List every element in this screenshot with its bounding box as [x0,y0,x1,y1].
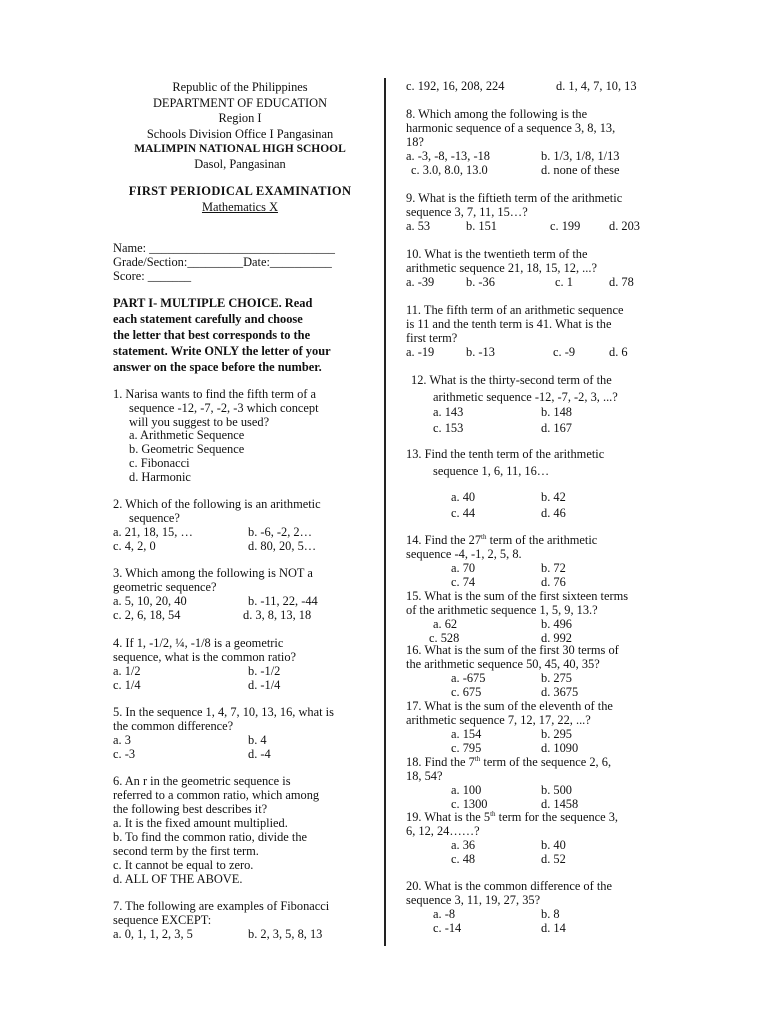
q1-option: d. Harmonic [129,470,191,484]
q10-stem: 10. What is the twentieth term of the [406,247,588,261]
q18-stem: 18. Find the 7th term of the sequence 2, 6, [406,754,612,769]
q13-stem: sequence 1, 6, 11, 16… [433,464,550,478]
q4-option-b: b. -1/2 [248,664,281,678]
q2-option-a: a. 21, 18, 15, … [113,525,193,539]
q9-stem: sequence 3, 7, 11, 15…? [406,205,528,219]
q11-stem: is 11 and the tenth term is 41. What is the [406,317,612,331]
q9-option-b: b. 151 [466,219,497,233]
q7-option-c: c. 192, 16, 208, 224 [406,79,505,93]
q2-stem: 2. Which of the following is an arithmetic [113,497,321,511]
q13-option-d: d. 46 [541,506,566,520]
q19-option-a: a. 36 [451,838,476,852]
q15-stem: of the arithmetic sequence 1, 5, 9, 13.? [406,603,598,617]
q7-option-a: a. 0, 1, 1, 2, 3, 5 [113,927,193,941]
q16-option-c: c. 675 [451,685,482,699]
q4-stem: sequence, what is the common ratio? [113,650,297,664]
q10-stem: arithmetic sequence 21, 18, 15, 12, ...? [406,261,597,275]
q8-option-b: b. 1/3, 1/8, 1/13 [541,149,620,163]
q20-option-b: b. 8 [541,907,560,921]
q20-stem: sequence 3, 11, 19, 27, 35? [406,893,541,907]
q14-option-c: c. 74 [451,575,476,589]
q12-option-c: c. 153 [433,421,464,435]
q9-option-a: a. 53 [406,219,431,233]
q16-option-a: a. -675 [451,671,486,685]
q17-option-d: d. 1090 [541,741,579,755]
column-divider [384,78,386,946]
q1-option: b. Geometric Sequence [129,442,245,456]
instructions-line: answer on the space before the number. [113,360,322,374]
q3-stem: 3. Which among the following is NOT a [113,566,313,580]
q11-option-a: a. -19 [406,345,435,359]
q15-option-c: c. 528 [429,631,460,645]
score-field[interactable]: Score: _______ [113,269,192,283]
q4-option-d: d. -1/4 [248,678,281,692]
q1-option: c. Fibonacci [129,456,190,470]
q15-option-d: d. 992 [541,631,572,645]
q5-stem: the common difference? [113,719,234,733]
q5-option-b: b. 4 [248,733,267,747]
q6-stem: referred to a common ratio, which among [113,788,320,802]
q4-option-c: c. 1/4 [113,678,141,692]
q7-option-d: d. 1, 4, 7, 10, 13 [556,79,637,93]
q5-option-c: c. -3 [113,747,136,761]
q17-stem: arithmetic sequence 7, 12, 17, 22, ...? [406,713,591,727]
q4-option-a: a. 1/2 [113,664,141,678]
name-field[interactable]: Name: ______________________________ [113,241,335,255]
q3-option-a: a. 5, 10, 20, 40 [113,594,187,608]
q8-stem: 8. Which among the following is the [406,107,588,121]
q15-stem: 15. What is the sum of the first sixteen terms [406,589,629,603]
header-division: Schools Division Office I Pangasinan [146,127,334,141]
header-deped: DEPARTMENT OF EDUCATION [152,96,328,110]
q17-stem: 17. What is the sum of the eleventh of the [406,699,613,713]
q7-option-b: b. 2, 3, 5, 8, 13 [248,927,323,941]
instructions-line: each statement carefully and choose [113,312,303,326]
q13-option-b: b. 42 [541,490,566,504]
q5-stem: 5. In the sequence 1, 4, 7, 10, 13, 16, what is [113,705,334,719]
q12-stem: 12. What is the thirty-second term of the [411,373,612,387]
q20-stem: 20. What is the common difference of the [406,879,612,893]
instructions-line: PART I- MULTIPLE CHOICE. Read [113,296,313,310]
q18-stem: 18, 54? [406,769,443,783]
header-republic: Republic of the Philippines [172,80,308,94]
q1-option: a. Arithmetic Sequence [129,428,245,442]
q8-option-c: c. 3.0, 8.0, 13.0 [411,163,488,177]
q14-option-b: b. 72 [541,561,566,575]
grade-date-field[interactable]: Grade/Section:_________Date:__________ [113,255,332,269]
q6-option: second term by the first term. [113,844,259,858]
q18-option-d: d. 1458 [541,797,579,811]
q19-option-c: c. 48 [451,852,476,866]
q4-stem: 4. If 1, -1/2, ¼, -1/8 is a geometric [113,636,284,650]
q9-option-c: c. 199 [550,219,581,233]
q15-option-a: a. 62 [433,617,458,631]
instructions-line: statement. Write ONLY the letter of your [113,344,331,358]
q19-option-b: b. 40 [541,838,566,852]
q17-option-b: b. 295 [541,727,572,741]
q3-option-b: b. -11, 22, -44 [248,594,318,608]
q20-option-a: a. -8 [433,907,456,921]
q2-option-c: c. 4, 2, 0 [113,539,156,553]
q20-option-c: c. -14 [433,921,462,935]
q12-option-d: d. 167 [541,421,572,435]
q6-option: a. It is the fixed amount multiplied. [113,816,288,830]
q3-option-d: d. 3, 8, 13, 18 [243,608,312,622]
header-school: MALIMPIN NATIONAL HIGH SCHOOL [134,143,346,155]
q8-option-a: a. -3, -8, -13, -18 [406,149,490,163]
q11-option-c: c. -9 [553,345,576,359]
q1-stem: will you suggest to be used? [129,415,270,429]
q10-option-d: d. 78 [609,275,634,289]
q19-stem: 6, 12, 24……? [406,824,480,838]
header-address: Dasol, Pangasinan [194,157,286,171]
q11-stem: first term? [406,331,458,345]
q11-stem: 11. The fifth term of an arithmetic sequence [406,303,624,317]
exam-title: FIRST PERIODICAL EXAMINATION [128,184,352,198]
q16-option-b: b. 275 [541,671,572,685]
q1-stem: sequence -12, -7, -2, -3 which concept [129,401,319,415]
q12-option-a: a. 143 [433,405,464,419]
q8-stem: 18? [406,135,424,149]
q6-option: c. It cannot be equal to zero. [113,858,254,872]
q14-option-a: a. 70 [451,561,476,575]
q9-option-d: d. 203 [609,219,640,233]
q7-stem: sequence EXCEPT: [113,913,212,927]
q11-option-d: d. 6 [609,345,628,359]
exam-subject: Mathematics X [201,200,279,214]
q17-option-a: a. 154 [451,727,482,741]
q10-option-c: c. 1 [555,275,573,289]
q18-option-c: c. 1300 [451,797,488,811]
q2-stem: sequence? [129,511,180,525]
q5-option-d: d. -4 [248,747,271,761]
q6-stem: 6. An r in the geometric sequence is [113,774,291,788]
q13-option-a: a. 40 [451,490,476,504]
q2-option-d: d. 80, 20, 5… [248,539,317,553]
q16-option-d: d. 3675 [541,685,579,699]
q11-option-b: b. -13 [466,345,495,359]
q13-stem: 13. Find the tenth term of the arithmetic [406,447,605,461]
q5-option-a: a. 3 [113,733,131,747]
q14-stem: sequence -4, -1, 2, 5, 8. [406,547,522,561]
q1-stem: 1. Narisa wants to find the fifth term of a [113,387,317,401]
q10-option-a: a. -39 [406,275,435,289]
q2-option-b: b. -6, -2, 2… [248,525,313,539]
q3-option-c: c. 2, 6, 18, 54 [113,608,181,622]
q8-stem: harmonic sequence of a sequence 3, 8, 13, [406,121,616,135]
header-region: Region I [218,111,262,125]
q14-stem: 14. Find the 27th term of the arithmetic [406,532,598,547]
q19-stem: 19. What is the 5th term for the sequence 3, [406,809,619,824]
q6-option: d. ALL OF THE ABOVE. [113,872,243,886]
q18-option-a: a. 100 [451,783,482,797]
q9-stem: 9. What is the fiftieth term of the arithmetic [406,191,623,205]
q7-stem: 7. The following are examples of Fibonacci [113,899,330,913]
q18-option-b: b. 500 [541,783,572,797]
q15-option-b: b. 496 [541,617,572,631]
q12-option-b: b. 148 [541,405,572,419]
q8-option-d: d. none of these [541,163,620,177]
q17-option-c: c. 795 [451,741,482,755]
q14-option-d: d. 76 [541,575,566,589]
q20-option-d: d. 14 [541,921,566,935]
q16-stem: the arithmetic sequence 50, 45, 40, 35? [406,657,600,671]
q13-option-c: c. 44 [451,506,476,520]
q16-stem: 16. What is the sum of the first 30 terms of [406,643,619,657]
q6-stem: the following best describes it? [113,802,268,816]
q3-stem: geometric sequence? [113,580,217,594]
q6-option: b. To find the common ratio, divide the [113,830,308,844]
q12-stem: arithmetic sequence -12, -7, -2, 3, ...? [433,390,618,404]
q19-option-d: d. 52 [541,852,566,866]
q10-option-b: b. -36 [466,275,495,289]
instructions-line: the letter that best corresponds to the [113,328,311,342]
